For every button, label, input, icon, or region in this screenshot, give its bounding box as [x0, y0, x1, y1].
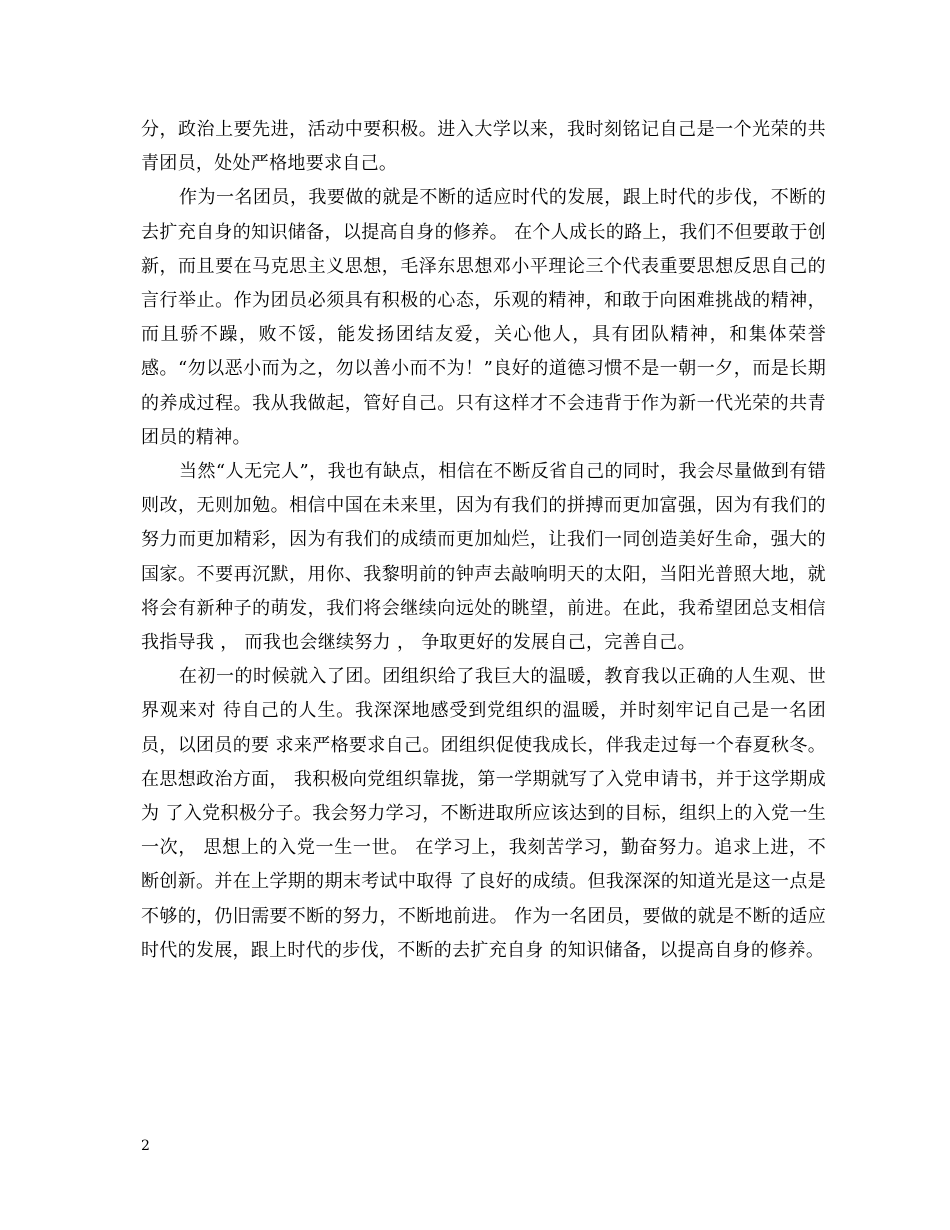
paragraph-1: 分，政治上要先进，活动中要积极。进入大学以来，我时刻铭记自己是一个光荣的共青团员，处处严格地要求自己。	[141, 119, 826, 175]
paragraph-4: 在初一的时候就入了团。团组织给了我巨大的温暖，教育我以正确的人生观、世界观来对 待自己的人生。我深深地感受到党组织的温暖，并时刻牢记自己是一名团员，以团员的要 求来严格要求自己。团组织促使我成长，伴我走过每一个春夏秋冬。 在思想政治方面， 我积极向党组织靠拢，第一学期就写了入党申请书，并于这学期成为 了入党积极分子。我会努力学习，不断进取所应该达到的目标，组织上的入党一生一次， 思想上的入党一生一世。 在学习上，我刻苦学习，勤奋努力。追求上进，不断创新。并在上学期的期末考试中取得 了良好的成绩。但我深深的知道光是这一点是不够的，仍旧需要不断的努力，不断地前进。 作为一名团员，要做的就是不断的适应时代的发展，跟上时代的步伐，不断的去扩充自身 的知识储备，以提高自身的修养。	[141, 666, 833, 961]
paragraph-2: 作为一名团员，我要做的就是不断的适应时代的发展，跟上时代的步伐，不断的去扩充自身的知识储备，以提高自身的修养。 在个人成长的路上，我们不但要敢于创新，而且要在马克思主义思想，毛泽东思想邓小平理论三个代表重要思想反思自己的言行举止。作为团员必须具有积极的心态，乐观的精神，和敢于向困难挑战的精神，而且骄不躁，败不馁，能发扬团结友爱，关心他人，具有团队精神，和集体荣誉感。“勿以恶小而为之，勿以善小而不为！”良好的道德习惯不是一朝一夕，而是长期的养成过程。我从我做起，管好自己。只有这样才不会违背于作为新一代光荣的共青团员的精神。	[141, 187, 826, 448]
document-body	[141, 113, 833, 968]
page-number: 2	[141, 1138, 150, 1154]
paragraph-3: 当然“人无完人”，我也有缺点，相信在不断反省自己的同时，我会尽量做到有错则改，无则加勉。相信中国在未来里，因为有我们的拼搏而更加富强，因为有我们的努力而更加精彩，因为有我们的成绩而更加灿烂，让我们一同创造美好生命，强大的国家。不要再沉默，用你、我黎明前的钟声去敲响明天的太阳，当阳光普照大地，就将会有新种子的萌发，我们将会继续向远处的眺望，前进。在此，我希望团总支相信我指导我 ， 而我也会继续努力 ， 争取更好的发展自己，完善自己。	[141, 461, 826, 654]
